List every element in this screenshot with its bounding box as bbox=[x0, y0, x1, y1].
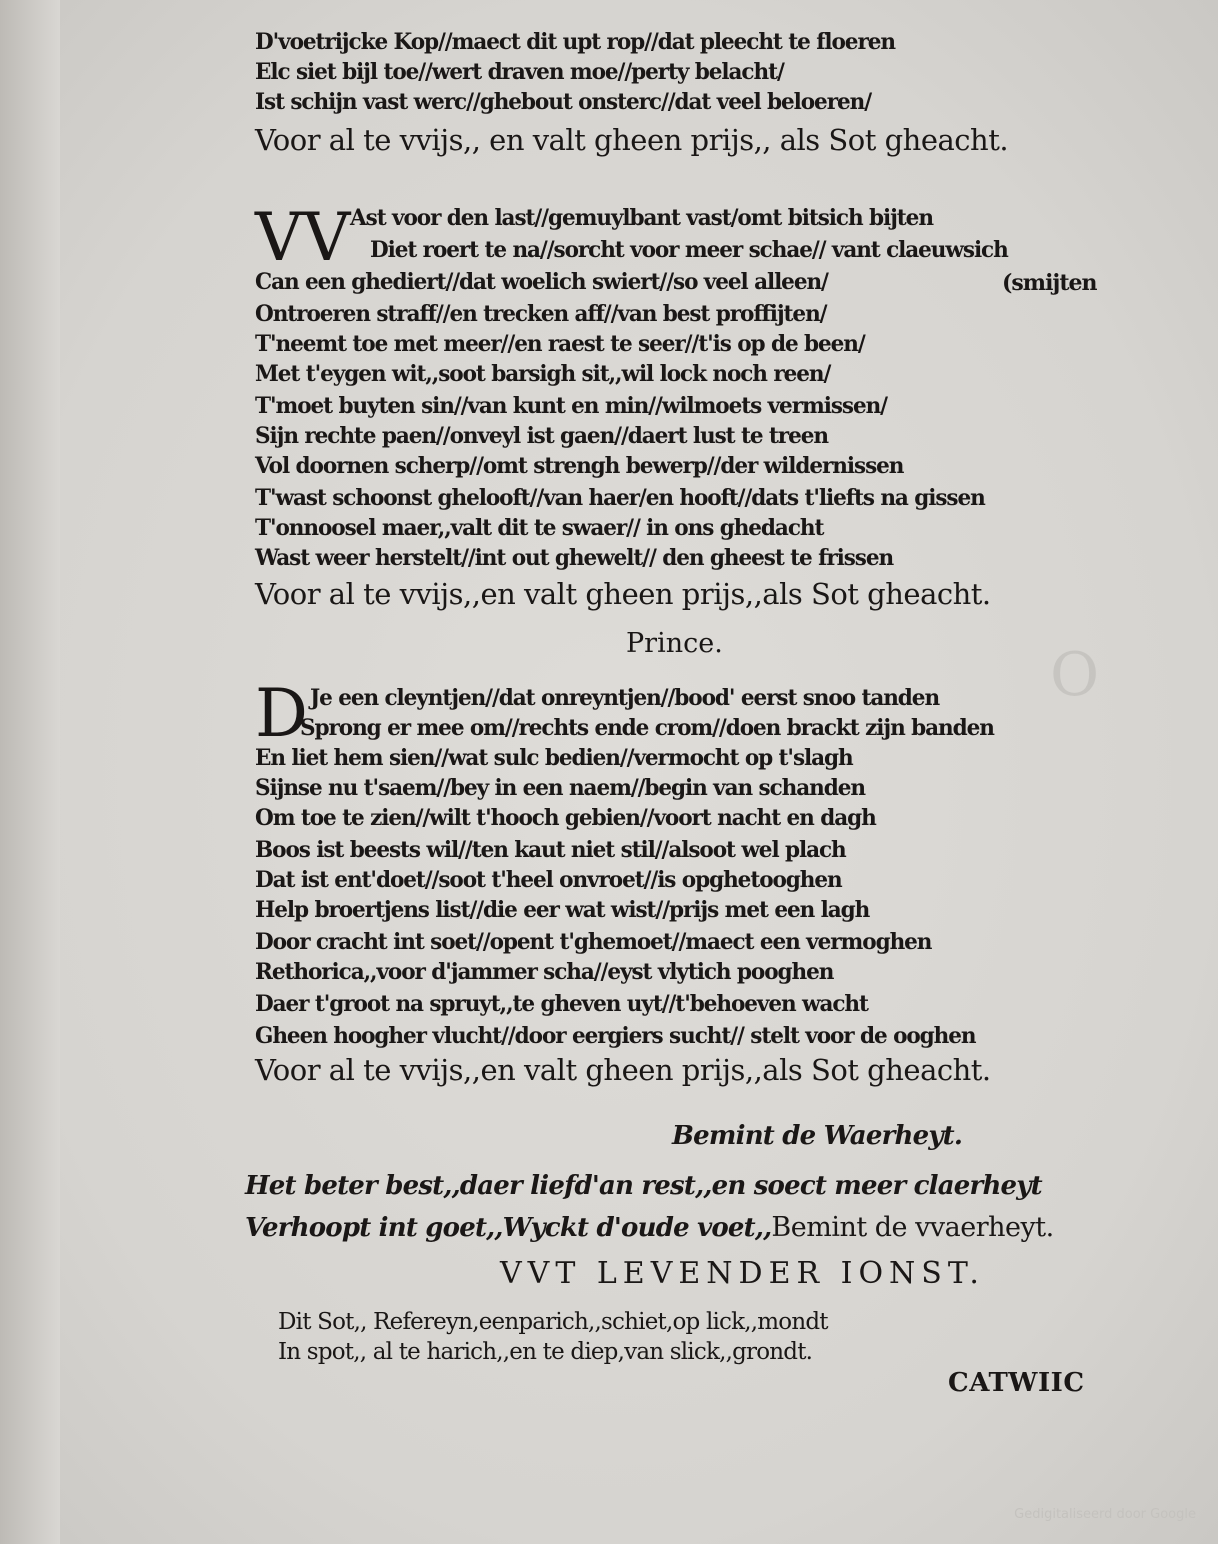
motto-line-roman: Bemint de vvaerheyt. bbox=[771, 1212, 1054, 1243]
motto-line bbox=[245, 1214, 1054, 1243]
drop-capital: D bbox=[255, 675, 308, 752]
verse-line: Met t'eygen wit,,soot barsigh sit,,wil lock noch reen/ bbox=[255, 361, 831, 387]
verse-line: T'moet buyten sin//van kunt en min//wilmoets vermissen/ bbox=[255, 393, 887, 419]
drop-capital: VV bbox=[255, 199, 351, 276]
verse-line: Gheen hoogher vlucht//door eergiers sucht// stelt voor de ooghen bbox=[255, 1023, 976, 1049]
author-signature: CATWIIC bbox=[948, 1368, 1085, 1398]
prince-heading: Prince. bbox=[626, 628, 723, 659]
verse-line: T'neemt toe met meer//en raest te seer//t'is op de been/ bbox=[255, 331, 865, 357]
motto-heading: Bemint de Waerheyt. bbox=[672, 1121, 963, 1151]
motto-line-italic: Verhoopt int goet,,Wyckt d'oude voet,, bbox=[245, 1213, 772, 1243]
motto-line: Het beter best,,daer liefd'an rest,,en soect meer claerheyt bbox=[245, 1171, 1042, 1201]
verse-line: Dat ist ent'doet//soot t'heel onvroet//is opghetooghen bbox=[255, 867, 842, 893]
verse-line: Je een cleyntjen//dat onreyntjen//bood' eerst snoo tanden bbox=[310, 685, 940, 711]
refrain-line: Voor al te vvijs,,en valt gheen prijs,,als Sot gheacht. bbox=[255, 1053, 991, 1087]
society-name: VVT LEVENDER IONST. bbox=[500, 1256, 985, 1291]
verse-line: Ist schijn vast werc//ghebout onsterc//dat veel beloeren/ bbox=[255, 89, 872, 115]
verse-line: Boos ist beests wil//ten kaut niet stil//alsoot wel plach bbox=[255, 837, 846, 863]
page-gutter bbox=[0, 0, 60, 1544]
closing-line: Dit Sot,, Refereyn,eenparich,,schiet,op lick,,mondt bbox=[278, 1309, 828, 1335]
verse-line: Door cracht int soet//opent t'ghemoet//maect een vermoghen bbox=[255, 929, 932, 955]
closing-line: In spot,, al te harich,,en te diep,van slick,,grondt. bbox=[278, 1339, 813, 1365]
verse-line: Sprong er mee om//rechts ende crom//doen brackt zijn banden bbox=[300, 715, 994, 741]
bleed-through: O bbox=[1050, 640, 1100, 710]
verse-line: Vol doornen scherp//omt strengh bewerp//der wildernissen bbox=[255, 453, 904, 479]
refrain-line: Voor al te vvijs,, en valt gheen prijs,, als Sot gheacht. bbox=[255, 123, 1009, 157]
verse-line: T'wast schoonst ghelooft//van haer/en hooft//dats t'liefts na gissen bbox=[255, 485, 985, 511]
verse-overflow-word: (smijten bbox=[1002, 270, 1097, 296]
refrain-line: Voor al te vvijs,,en valt gheen prijs,,als Sot gheacht. bbox=[255, 577, 991, 611]
verse-line: Ontroeren straff//en trecken aff//van best proffijten/ bbox=[255, 301, 827, 327]
verse-line: Sijnse nu t'saem//bey in een naem//begin van schanden bbox=[255, 775, 865, 801]
verse-line: Help broertjens list//die eer wat wist//prijs met een lagh bbox=[255, 897, 870, 923]
verse-line: Diet roert te na//sorcht voor meer schae// vant claeuwsich bbox=[370, 237, 1008, 263]
verse-line: Daer t'groot na spruyt,,te gheven uyt//t'behoeven wacht bbox=[255, 991, 868, 1017]
digitization-watermark: Gedigitaliseerd door Google bbox=[1014, 1507, 1196, 1522]
verse-line: Elc siet bijl toe//wert draven moe//perty belacht/ bbox=[255, 59, 784, 85]
verse-line: Sijn rechte paen//onveyl ist gaen//daert lust te treen bbox=[255, 423, 828, 449]
verse-line: En liet hem sien//wat sulc bedien//vermocht op t'slagh bbox=[255, 745, 853, 771]
verse-line: Ast voor den last//gemuylbant vast/omt bitsich bijten bbox=[350, 205, 933, 231]
verse-line: T'onnoosel maer,,valt dit te swaer// in ons ghedacht bbox=[255, 515, 824, 541]
verse-line: Rethorica,,voor d'jammer scha//eyst vlytich pooghen bbox=[255, 959, 834, 985]
verse-line: Can een ghediert//dat woelich swiert//so veel alleen/ bbox=[255, 269, 828, 295]
verse-line: Wast weer herstelt//int out ghewelt// den gheest te frissen bbox=[255, 545, 894, 571]
verse-line: Om toe te zien//wilt t'hooch gebien//voort nacht en dagh bbox=[255, 805, 876, 831]
verse-line: D'voetrijcke Kop//maect dit upt rop//dat pleecht te floeren bbox=[255, 29, 895, 55]
